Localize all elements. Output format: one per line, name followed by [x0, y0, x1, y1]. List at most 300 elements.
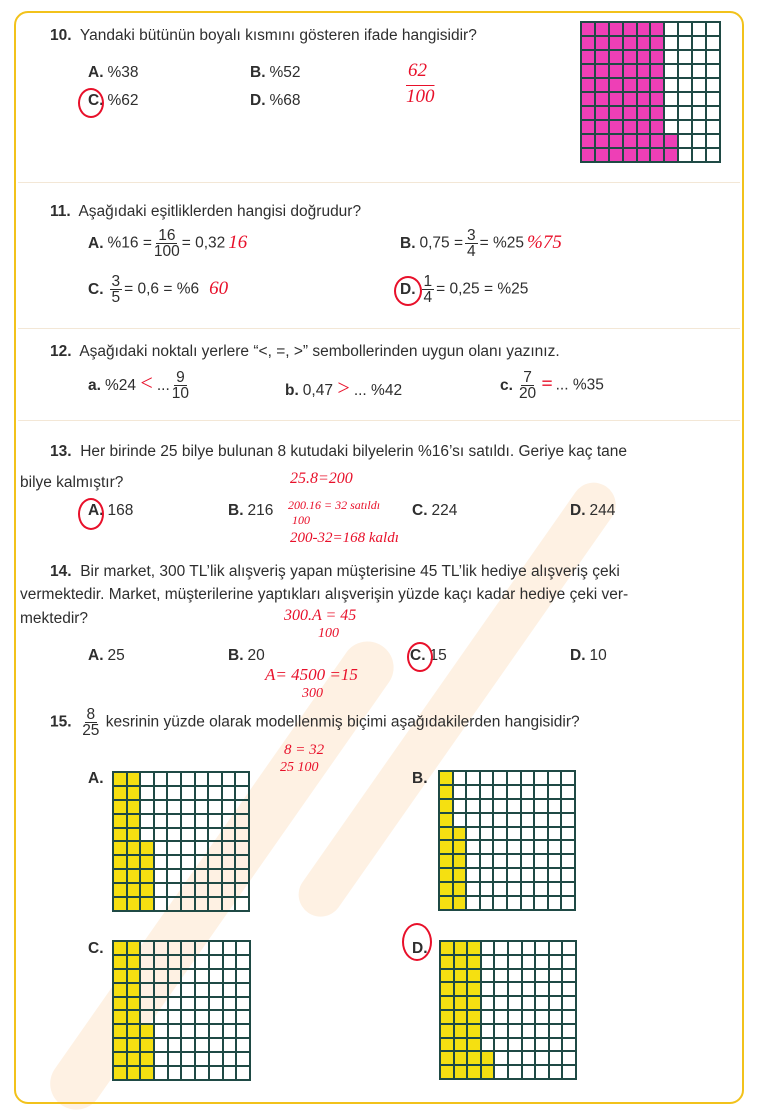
empty-cell: [168, 1052, 182, 1066]
shaded-cell: [637, 78, 651, 92]
empty-cell: [481, 941, 495, 955]
empty-cell: [548, 840, 562, 854]
shaded-cell: [595, 106, 609, 120]
empty-cell: [167, 786, 181, 800]
shaded-cell: [127, 1024, 141, 1038]
shaded-cell: [127, 869, 141, 883]
blank[interactable]: ...: [353, 382, 367, 399]
shaded-cell: [595, 64, 609, 78]
empty-cell: [181, 983, 195, 997]
shaded-cell: [623, 22, 637, 36]
empty-cell: [507, 854, 521, 868]
shaded-cell: [637, 92, 651, 106]
empty-cell: [167, 855, 181, 869]
option-a-grid[interactable]: [112, 771, 250, 912]
option-a[interactable]: [88, 64, 139, 82]
empty-cell: [154, 1066, 168, 1080]
empty-cell: [209, 941, 223, 955]
option-b[interactable]: [400, 228, 565, 259]
shaded-cell: [439, 799, 453, 813]
empty-cell: [195, 828, 209, 842]
shaded-cell: [454, 1024, 468, 1038]
blank[interactable]: ...: [156, 377, 170, 394]
empty-cell: [181, 969, 195, 983]
empty-cell: [706, 120, 720, 134]
empty-cell: [494, 1024, 508, 1038]
handwritten-note: 25.8=200: [290, 470, 353, 487]
question-text: Aşağıdaki eşitliklerden hangisi doğrudur?: [78, 203, 362, 220]
empty-cell: [154, 883, 168, 897]
empty-cell: [562, 1010, 576, 1024]
shaded-cell: [113, 955, 127, 969]
empty-cell: [208, 800, 222, 814]
empty-cell: [507, 799, 521, 813]
shaded-cell: [127, 1038, 141, 1052]
shaded-cell: [467, 969, 481, 983]
shaded-cell: [650, 148, 664, 162]
option-b-label[interactable]: B.: [412, 770, 428, 787]
shaded-cell: [440, 1010, 454, 1024]
option-value: 25: [107, 647, 125, 664]
numerator: 3: [467, 227, 476, 244]
empty-cell: [154, 814, 168, 828]
empty-cell: [236, 969, 250, 983]
empty-cell: [209, 997, 223, 1011]
denominator: 100: [153, 243, 180, 260]
empty-cell: [181, 869, 195, 883]
empty-cell: [154, 969, 168, 983]
empty-cell: [235, 841, 249, 855]
pink-hundred-grid: [580, 21, 721, 163]
empty-cell: [236, 955, 250, 969]
shaded-cell: [650, 134, 664, 148]
empty-cell: [493, 785, 507, 799]
empty-cell: [534, 827, 548, 841]
denominator: 4: [423, 289, 433, 306]
blank[interactable]: ...: [555, 376, 569, 394]
shaded-cell: [453, 840, 467, 854]
empty-cell: [521, 896, 535, 910]
shaded-cell: [637, 64, 651, 78]
empty-cell: [181, 941, 195, 955]
empty-cell: [154, 983, 168, 997]
empty-cell: [140, 1010, 154, 1024]
handwritten-note: 8 = 32: [284, 742, 325, 758]
empty-cell: [223, 969, 237, 983]
empty-cell: [181, 1066, 195, 1080]
empty-cell: [548, 854, 562, 868]
text: = 0,25 = %25: [436, 280, 529, 298]
shaded-cell: [467, 1038, 481, 1052]
empty-cell: [481, 996, 495, 1010]
option-b[interactable]: [250, 64, 301, 82]
option-a-label[interactable]: A.: [88, 770, 104, 787]
shaded-cell: [113, 1066, 127, 1080]
empty-cell: [562, 1038, 576, 1052]
empty-cell: [235, 855, 249, 869]
shaded-cell: [481, 1051, 495, 1065]
handwritten-symbol: >: [335, 375, 351, 400]
divider: [18, 182, 740, 183]
text: = 0,6 = %6: [124, 280, 200, 298]
shaded-cell: [113, 941, 127, 955]
denominator: 20: [518, 385, 537, 402]
empty-cell: [493, 799, 507, 813]
empty-cell: [195, 800, 209, 814]
shaded-cell: [609, 106, 623, 120]
empty-cell: [522, 1010, 536, 1024]
empty-cell: [154, 941, 168, 955]
shaded-cell: [127, 828, 141, 842]
empty-cell: [692, 50, 706, 64]
empty-cell: [562, 982, 576, 996]
shaded-cell: [637, 120, 651, 134]
question-11: [50, 203, 361, 221]
shaded-cell: [623, 92, 637, 106]
empty-cell: [480, 771, 494, 785]
empty-cell: [664, 36, 678, 50]
empty-cell: [548, 827, 562, 841]
text: %24: [104, 377, 136, 394]
shaded-cell: [595, 78, 609, 92]
denominator: 25: [82, 722, 100, 739]
option-value: %38: [107, 64, 139, 81]
empty-cell: [522, 1065, 536, 1079]
shaded-cell: [623, 50, 637, 64]
empty-cell: [167, 869, 181, 883]
empty-cell: [493, 840, 507, 854]
empty-cell: [534, 785, 548, 799]
shaded-cell: [127, 800, 141, 814]
question-12: [50, 343, 560, 361]
shaded-cell: [467, 941, 481, 955]
fraction: [172, 370, 189, 401]
empty-cell: [561, 813, 575, 827]
shaded-cell: [595, 92, 609, 106]
shaded-cell: [439, 896, 453, 910]
option-d[interactable]: [250, 92, 301, 110]
shaded-cell: [609, 78, 623, 92]
empty-cell: [692, 36, 706, 50]
empty-cell: [706, 36, 720, 50]
handwritten-note: 100: [292, 513, 310, 527]
empty-cell: [522, 1024, 536, 1038]
empty-cell: [678, 64, 692, 78]
empty-cell: [507, 785, 521, 799]
shaded-cell: [440, 1065, 454, 1079]
empty-cell: [140, 786, 154, 800]
option-label: C.: [412, 502, 428, 519]
text: %16 =: [107, 234, 152, 252]
empty-cell: [481, 982, 495, 996]
question-number: 11.: [50, 203, 71, 220]
text: = %25: [479, 234, 525, 252]
option-label: D.: [570, 502, 586, 519]
empty-cell: [508, 969, 522, 983]
shaded-cell: [637, 134, 651, 148]
shaded-cell: [609, 134, 623, 148]
empty-cell: [223, 1038, 237, 1052]
text: %42: [371, 382, 403, 399]
empty-cell: [549, 982, 563, 996]
shaded-cell: [439, 854, 453, 868]
shaded-cell: [581, 106, 595, 120]
empty-cell: [235, 814, 249, 828]
question-text: Bir market, 300 TL’lik alışveriş yapan müşterisine 45 TL’lik hediye alışveriş çeki: [80, 563, 620, 580]
empty-cell: [494, 1010, 508, 1024]
empty-cell: [466, 771, 480, 785]
empty-cell: [508, 1065, 522, 1079]
empty-cell: [236, 1038, 250, 1052]
shaded-cell: [623, 78, 637, 92]
shaded-cell: [140, 1066, 154, 1080]
empty-cell: [494, 955, 508, 969]
empty-cell: [494, 996, 508, 1010]
empty-cell: [493, 868, 507, 882]
empty-cell: [692, 106, 706, 120]
empty-cell: [562, 941, 576, 955]
empty-cell: [562, 1065, 576, 1079]
empty-cell: [535, 1051, 549, 1065]
empty-cell: [209, 1066, 223, 1080]
option-label: B.: [250, 64, 266, 81]
empty-cell: [208, 883, 222, 897]
item-label: b.: [285, 382, 299, 399]
empty-cell: [549, 969, 563, 983]
shaded-cell: [650, 22, 664, 36]
empty-cell: [235, 800, 249, 814]
empty-cell: [521, 813, 535, 827]
empty-cell: [480, 868, 494, 882]
empty-cell: [548, 868, 562, 882]
empty-cell: [548, 882, 562, 896]
empty-cell: [167, 772, 181, 786]
item-b: [285, 375, 402, 401]
shaded-cell: [113, 772, 127, 786]
empty-cell: [521, 771, 535, 785]
shaded-cell: [637, 50, 651, 64]
handwritten-note: 16: [228, 231, 248, 253]
numerator: 16: [158, 227, 176, 244]
shaded-cell: [609, 64, 623, 78]
empty-cell: [534, 799, 548, 813]
option-b[interactable]: [228, 502, 273, 520]
text: 0,47: [302, 382, 333, 399]
question-text: Her birinde 25 bilye bulunan 8 kutudaki bilyelerin %16’sı satıldı. Geriye kaç tane: [80, 443, 628, 460]
shaded-cell: [595, 22, 609, 36]
shaded-cell: [127, 814, 141, 828]
empty-cell: [522, 955, 536, 969]
shaded-cell: [581, 36, 595, 50]
empty-cell: [466, 827, 480, 841]
denominator: 4: [467, 243, 476, 260]
empty-cell: [561, 840, 575, 854]
option-a[interactable]: [88, 228, 250, 259]
shaded-cell: [595, 148, 609, 162]
shaded-cell: [623, 134, 637, 148]
empty-cell: [548, 771, 562, 785]
option-c-grid[interactable]: [112, 940, 251, 1081]
shaded-cell: [113, 1010, 127, 1024]
shaded-cell: [113, 883, 127, 897]
handwritten-note: 25 100: [280, 760, 319, 775]
empty-cell: [466, 896, 480, 910]
empty-cell: [168, 1038, 182, 1052]
empty-cell: [534, 882, 548, 896]
item-label: c.: [500, 376, 513, 394]
empty-cell: [195, 1024, 209, 1038]
empty-cell: [548, 896, 562, 910]
option-label: A.: [88, 502, 104, 519]
empty-cell: [235, 828, 249, 842]
empty-cell: [664, 106, 678, 120]
shaded-cell: [113, 828, 127, 842]
empty-cell: [236, 941, 250, 955]
empty-cell: [692, 148, 706, 162]
empty-cell: [493, 896, 507, 910]
option-d-label[interactable]: D.: [412, 940, 428, 957]
empty-cell: [195, 1038, 209, 1052]
shaded-cell: [439, 771, 453, 785]
shaded-cell: [650, 64, 664, 78]
shaded-cell: [439, 827, 453, 841]
empty-cell: [493, 854, 507, 868]
shaded-cell: [467, 982, 481, 996]
shaded-cell: [440, 941, 454, 955]
empty-cell: [561, 827, 575, 841]
option-value: %62: [107, 92, 139, 109]
empty-cell: [222, 828, 236, 842]
shaded-cell: [140, 883, 154, 897]
empty-cell: [453, 799, 467, 813]
empty-cell: [494, 982, 508, 996]
empty-cell: [181, 841, 195, 855]
shaded-cell: [113, 1052, 127, 1066]
handwritten-note: 100: [406, 86, 435, 107]
empty-cell: [140, 800, 154, 814]
empty-cell: [223, 997, 237, 1011]
question-10: [50, 27, 477, 45]
option-d[interactable]: [570, 647, 607, 665]
empty-cell: [549, 996, 563, 1010]
shaded-cell: [609, 50, 623, 64]
shaded-cell: [140, 1024, 154, 1038]
empty-cell: [706, 22, 720, 36]
empty-cell: [222, 772, 236, 786]
option-c[interactable]: [88, 274, 231, 305]
empty-cell: [209, 1010, 223, 1024]
empty-cell: [521, 799, 535, 813]
question-text: bilye kalmıştır?: [20, 474, 124, 491]
divider: [18, 328, 740, 329]
empty-cell: [507, 813, 521, 827]
shaded-cell: [440, 982, 454, 996]
shaded-cell: [439, 785, 453, 799]
empty-cell: [195, 1052, 209, 1066]
shaded-cell: [650, 36, 664, 50]
shaded-cell: [127, 997, 141, 1011]
empty-cell: [706, 148, 720, 162]
empty-cell: [678, 36, 692, 50]
empty-cell: [508, 955, 522, 969]
empty-cell: [168, 955, 182, 969]
empty-cell: [222, 786, 236, 800]
empty-cell: [706, 64, 720, 78]
shaded-cell: [581, 64, 595, 78]
option-b-grid[interactable]: [438, 770, 576, 911]
empty-cell: [534, 896, 548, 910]
empty-cell: [222, 883, 236, 897]
option-c[interactable]: [412, 502, 457, 520]
empty-cell: [508, 1010, 522, 1024]
shaded-cell: [454, 1010, 468, 1024]
shaded-cell: [637, 106, 651, 120]
shaded-cell: [581, 148, 595, 162]
empty-cell: [692, 120, 706, 134]
option-label: C.: [88, 280, 104, 298]
empty-cell: [562, 1051, 576, 1065]
option-a[interactable]: [88, 647, 125, 665]
empty-cell: [195, 1010, 209, 1024]
shaded-cell: [113, 786, 127, 800]
empty-cell: [154, 772, 168, 786]
empty-cell: [561, 868, 575, 882]
option-c-label[interactable]: C.: [88, 940, 104, 957]
empty-cell: [678, 22, 692, 36]
empty-cell: [508, 1038, 522, 1052]
empty-cell: [167, 883, 181, 897]
shaded-cell: [113, 814, 127, 828]
shaded-cell: [467, 1051, 481, 1065]
option-d-grid[interactable]: [439, 940, 577, 1080]
shaded-cell: [454, 955, 468, 969]
empty-cell: [480, 854, 494, 868]
empty-cell: [167, 814, 181, 828]
shaded-cell: [609, 36, 623, 50]
empty-cell: [222, 841, 236, 855]
shaded-cell: [595, 134, 609, 148]
numerator: 3: [111, 273, 121, 290]
empty-cell: [209, 969, 223, 983]
empty-cell: [140, 828, 154, 842]
option-value: 20: [247, 647, 265, 664]
option-b[interactable]: [228, 647, 265, 665]
handwritten-note: 60: [209, 277, 229, 299]
handwritten-note: 200.16 = 32 satıldı: [288, 498, 381, 512]
empty-cell: [534, 868, 548, 882]
option-label: C.: [410, 647, 426, 664]
shaded-cell: [127, 841, 141, 855]
empty-cell: [535, 969, 549, 983]
empty-cell: [168, 1024, 182, 1038]
item-a: [88, 370, 191, 401]
empty-cell: [236, 1066, 250, 1080]
shaded-cell: [113, 869, 127, 883]
empty-cell: [480, 882, 494, 896]
empty-cell: [521, 854, 535, 868]
option-d[interactable]: [570, 502, 615, 520]
empty-cell: [561, 785, 575, 799]
empty-cell: [480, 840, 494, 854]
empty-cell: [209, 955, 223, 969]
shaded-cell: [453, 827, 467, 841]
shaded-cell: [140, 855, 154, 869]
empty-cell: [535, 996, 549, 1010]
empty-cell: [549, 941, 563, 955]
empty-cell: [522, 941, 536, 955]
empty-cell: [706, 78, 720, 92]
shaded-cell: [113, 855, 127, 869]
